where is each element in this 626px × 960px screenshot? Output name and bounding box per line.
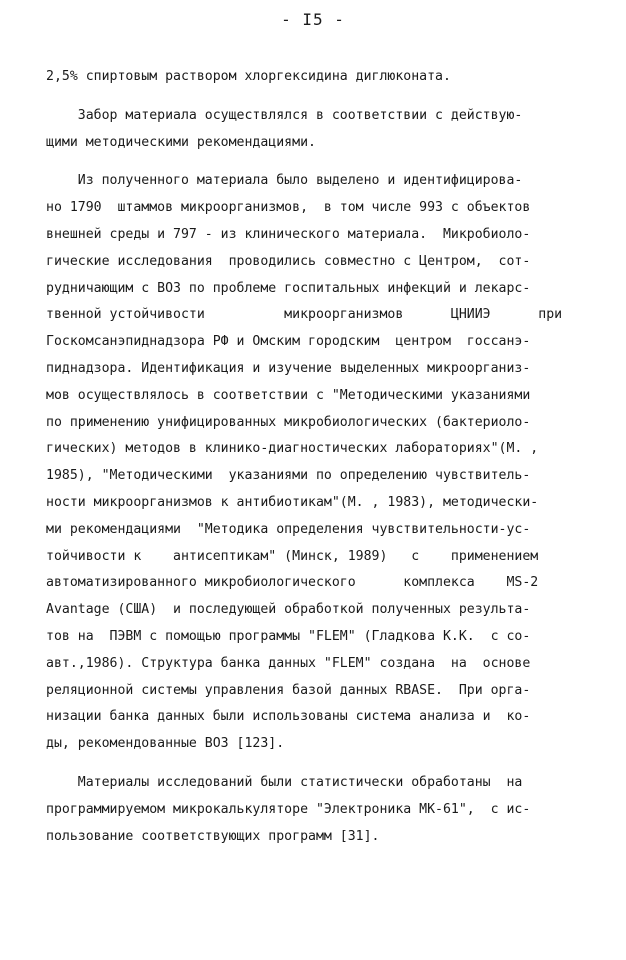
text-line: твенной устойчивости микроорганизмов ЦНИИЭ при: [46, 307, 563, 323]
text-line: рудничающим с ВОЗ по проблеме госпитальных инфекций и лекарс-: [46, 280, 531, 296]
paragraph: [46, 103, 578, 157]
text-line: по применению унифицированных микробиологических (бактериоло-: [46, 414, 531, 430]
text-line: мов осуществлялось в соответствии с "Методическими указаниями: [46, 387, 531, 403]
page-body: [46, 64, 578, 850]
paragraph-gap: [46, 91, 578, 103]
text-line: но 1790 штаммов микроорганизмов, в том числе 993 с объектов: [46, 200, 531, 216]
text-line: щими методическими рекомендациями.: [46, 134, 316, 150]
text-line: Avantage (США) и последующей обработкой полученных результа-: [46, 602, 531, 618]
paragraph-gap: [46, 156, 578, 168]
text-line: реляционной системы управления базой данных RBASE. При орга-: [46, 682, 531, 698]
text-line: Забор материала осуществлялся в соответствии с действую-: [46, 107, 523, 123]
text-line: низации банка данных были использованы система анализа и ко-: [46, 709, 531, 725]
paragraph-gap: [46, 758, 578, 770]
text-line: тойчивости к антисептикам" (Минск, 1989) с применением: [46, 548, 539, 564]
text-line: пользование соответствующих программ [31].: [46, 828, 380, 844]
text-line: гические исследования проводились совместно с Центром, сот-: [46, 253, 531, 269]
text-line: внешней среды и 797 - из клинического материала. Микробиоло-: [46, 226, 531, 242]
page-number: - I5 -: [281, 10, 345, 29]
text-line: тов на ПЭВМ с помощью программы "FLEM" (Гладкова К.К. с со-: [46, 628, 531, 644]
paragraph: [46, 64, 578, 91]
text-line: Госкомсанэпиднадзора РФ и Омским городским центром госсанэ-: [46, 334, 531, 350]
text-line: Из полученного материала было выделено и идентифицирова-: [46, 173, 523, 189]
text-line: пиднадзора. Идентификация и изучение выделенных микроорганиз-: [46, 360, 531, 376]
paragraph: [46, 168, 578, 758]
text-line: авт.,1986). Структура банка данных "FLEM" создана на основе: [46, 655, 531, 671]
text-line: ды, рекомендованные ВОЗ [123].: [46, 736, 285, 752]
text-line: гических) методов в клинико-диагностических лабораториях"(М. ,: [46, 441, 539, 457]
text-line: 2,5% спиртовым раствором хлоргексидина диглюконата.: [46, 69, 451, 84]
text-line: Материалы исследований были статистически обработаны на: [46, 774, 523, 790]
text-line: ми рекомендациями "Методика определения чувствительности-ус-: [46, 521, 531, 537]
text-line: ности микроорганизмов к антибиотикам"(М. , 1983), методически-: [46, 494, 539, 510]
paragraph: [46, 770, 578, 850]
text-line: 1985), "Методическими указаниями по определению чувствитель-: [46, 468, 531, 484]
text-line: автоматизированного микробиологического комплекса MS-2: [46, 575, 539, 591]
text-line: программируемом микрокалькуляторе "Электроника МК-61", с ис-: [46, 801, 531, 817]
